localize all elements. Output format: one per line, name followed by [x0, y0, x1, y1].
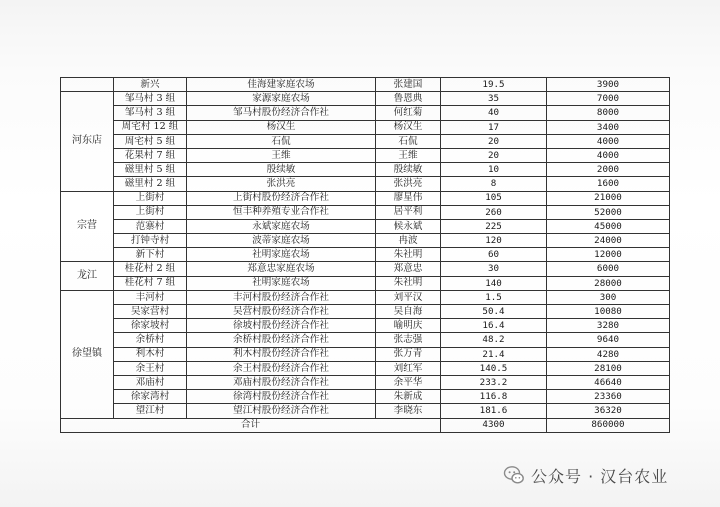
person-cell: 居平利: [376, 205, 441, 219]
amount-cell: 9640: [547, 333, 670, 347]
village-cell: 花果村 7 组: [114, 148, 187, 162]
village-cell: 邹马村 3 组: [114, 106, 187, 120]
village-cell: 余桥村: [114, 333, 187, 347]
entity-cell: 徐湾村股份经济合作社: [187, 390, 376, 404]
village-cell: 余王村: [114, 361, 187, 375]
village-cell: 周宅村 5 组: [114, 134, 187, 148]
entity-cell: 邹马村股份经济合作社: [187, 106, 376, 120]
amount-cell: 8000: [547, 106, 670, 120]
subsidy-table: [60, 77, 670, 433]
table-row: [61, 290, 670, 304]
village-cell: 桂花村 2 组: [114, 262, 187, 276]
amount-cell: 4000: [547, 134, 670, 148]
entity-cell: 张洪亮: [187, 177, 376, 191]
person-cell: 杨汉生: [376, 120, 441, 134]
entity-cell: 望江村股份经济合作社: [187, 404, 376, 418]
person-cell: 朱社明: [376, 248, 441, 262]
area-cell: 20: [441, 134, 547, 148]
person-cell: 郑意忠: [376, 262, 441, 276]
village-cell: 徐家坡村: [114, 319, 187, 333]
amount-cell: 52000: [547, 205, 670, 219]
area-cell: 20: [441, 148, 547, 162]
amount-cell: 21000: [547, 191, 670, 205]
village-cell: 桂花村 7 组: [114, 276, 187, 290]
person-cell: 余平华: [376, 375, 441, 389]
amount-cell: 300: [547, 290, 670, 304]
person-cell: 喻明庆: [376, 319, 441, 333]
person-cell: 冉波: [376, 234, 441, 248]
village-cell: 徐家湾村: [114, 390, 187, 404]
village-cell: 邹马村 3 组: [114, 92, 187, 106]
table-row: [61, 276, 670, 290]
table-row: [61, 390, 670, 404]
watermark-text: 公众号 · 汉台农业: [531, 466, 669, 486]
area-cell: 260: [441, 205, 547, 219]
village-cell: 磁里村 5 组: [114, 163, 187, 177]
entity-cell: 杨汉生: [187, 120, 376, 134]
amount-cell: 1600: [547, 177, 670, 191]
person-cell: 李晓东: [376, 404, 441, 418]
table-row: [61, 92, 670, 106]
table-row: [61, 375, 670, 389]
amount-cell: 12000: [547, 248, 670, 262]
person-cell: 刘红军: [376, 361, 441, 375]
town-cell: 徐望镇: [61, 290, 114, 418]
table-row: [61, 78, 670, 92]
area-cell: 233.2: [441, 375, 547, 389]
person-cell: 张志强: [376, 333, 441, 347]
amount-cell: 46640: [547, 375, 670, 389]
table-row: [61, 148, 670, 162]
area-cell: 40: [441, 106, 547, 120]
village-cell: 上街村: [114, 191, 187, 205]
area-cell: 35: [441, 92, 547, 106]
entity-cell: 家源家庭农场: [187, 92, 376, 106]
person-cell: 候永斌: [376, 219, 441, 233]
person-cell: 张洪亮: [376, 177, 441, 191]
amount-cell: 3280: [547, 319, 670, 333]
village-cell: 范寨村: [114, 219, 187, 233]
area-cell: 10: [441, 163, 547, 177]
person-cell: 鲁恩典: [376, 92, 441, 106]
amount-cell: 3400: [547, 120, 670, 134]
amount-cell: 3900: [547, 78, 670, 92]
table-row: [61, 262, 670, 276]
entity-cell: 佳海建家庭农场: [187, 78, 376, 92]
area-cell: 1.5: [441, 290, 547, 304]
entity-cell: 恒丰种养殖专业合作社: [187, 205, 376, 219]
person-cell: 殷续敏: [376, 163, 441, 177]
person-cell: 朱新成: [376, 390, 441, 404]
person-cell: 石侃: [376, 134, 441, 148]
table-row: [61, 177, 670, 191]
area-cell: 21.4: [441, 347, 547, 361]
area-cell: 116.8: [441, 390, 547, 404]
area-cell: 48.2: [441, 333, 547, 347]
person-cell: 张万青: [376, 347, 441, 361]
table-row: [61, 347, 670, 361]
amount-cell: 36320: [547, 404, 670, 418]
village-cell: 新下村: [114, 248, 187, 262]
table-row: [61, 319, 670, 333]
person-cell: 张建国: [376, 78, 441, 92]
village-cell: 磁里村 2 组: [114, 177, 187, 191]
village-cell: 打钟寺村: [114, 234, 187, 248]
table-row: [61, 305, 670, 319]
person-cell: 廖星伟: [376, 191, 441, 205]
entity-cell: 余王村股份经济合作社: [187, 361, 376, 375]
amount-cell: 2000: [547, 163, 670, 177]
table-row: [61, 205, 670, 219]
entity-cell: 上街村股份经济合作社: [187, 191, 376, 205]
area-cell: 120: [441, 234, 547, 248]
table-row: [61, 163, 670, 177]
amount-cell: 45000: [547, 219, 670, 233]
person-cell: 何红菊: [376, 106, 441, 120]
table-row: [61, 106, 670, 120]
area-cell: 181.6: [441, 404, 547, 418]
village-cell: 利木村: [114, 347, 187, 361]
watermark: [503, 462, 668, 488]
entity-cell: 永斌家庭农场: [187, 219, 376, 233]
amount-cell: 6000: [547, 262, 670, 276]
village-cell: 吴家营村: [114, 305, 187, 319]
entity-cell: 社明家庭农场: [187, 248, 376, 262]
person-cell: 刘平汉: [376, 290, 441, 304]
total-area: 4300: [441, 418, 547, 432]
amount-cell: 28000: [547, 276, 670, 290]
area-cell: 16.4: [441, 319, 547, 333]
table-row: [61, 404, 670, 418]
table-row: [61, 248, 670, 262]
town-cell: [61, 78, 114, 92]
table-row: [61, 333, 670, 347]
village-cell: 上街村: [114, 205, 187, 219]
village-cell: 周宅村 12 组: [114, 120, 187, 134]
area-cell: 8: [441, 177, 547, 191]
area-cell: 105: [441, 191, 547, 205]
area-cell: 225: [441, 219, 547, 233]
amount-cell: 10080: [547, 305, 670, 319]
entity-cell: 吴营村股份经济合作社: [187, 305, 376, 319]
town-cell: 宗营: [61, 191, 114, 262]
village-cell: 新兴: [114, 78, 187, 92]
entity-cell: 郑意忠家庭农场: [187, 262, 376, 276]
entity-cell: 余桥村股份经济合作社: [187, 333, 376, 347]
entity-cell: 丰河村股份经济合作社: [187, 290, 376, 304]
person-cell: 王维: [376, 148, 441, 162]
table-row: [61, 120, 670, 134]
entity-cell: 石侃: [187, 134, 376, 148]
entity-cell: 王维: [187, 148, 376, 162]
area-cell: 19.5: [441, 78, 547, 92]
entity-cell: 波蒂家庭农场: [187, 234, 376, 248]
area-cell: 140: [441, 276, 547, 290]
table-row: [61, 361, 670, 375]
entity-cell: 社明家庭农场: [187, 276, 376, 290]
amount-cell: 24000: [547, 234, 670, 248]
entity-cell: 利木村股份经济合作社: [187, 347, 376, 361]
area-cell: 50.4: [441, 305, 547, 319]
person-cell: 朱社明: [376, 276, 441, 290]
table-row: [61, 191, 670, 205]
village-cell: 望江村: [114, 404, 187, 418]
area-cell: 17: [441, 120, 547, 134]
amount-cell: 4000: [547, 148, 670, 162]
area-cell: 140.5: [441, 361, 547, 375]
village-cell: 丰河村: [114, 290, 187, 304]
amount-cell: 7000: [547, 92, 670, 106]
amount-cell: 23360: [547, 390, 670, 404]
entity-cell: 徐坡村股份经济合作社: [187, 319, 376, 333]
town-cell: 龙江: [61, 262, 114, 290]
amount-cell: 28100: [547, 361, 670, 375]
table-row: [61, 219, 670, 233]
person-cell: 吴自海: [376, 305, 441, 319]
entity-cell: 邓庙村股份经济合作社: [187, 375, 376, 389]
area-cell: 30: [441, 262, 547, 276]
village-cell: 邓庙村: [114, 375, 187, 389]
table-row: [61, 234, 670, 248]
total-label: 合计: [61, 418, 441, 432]
amount-cell: 4280: [547, 347, 670, 361]
wechat-icon: [503, 464, 525, 486]
table-row: [61, 134, 670, 148]
entity-cell: 殷续敏: [187, 163, 376, 177]
total-amount: 860000: [547, 418, 670, 432]
town-cell: 河东店: [61, 92, 114, 191]
area-cell: 60: [441, 248, 547, 262]
total-row: [61, 418, 670, 432]
